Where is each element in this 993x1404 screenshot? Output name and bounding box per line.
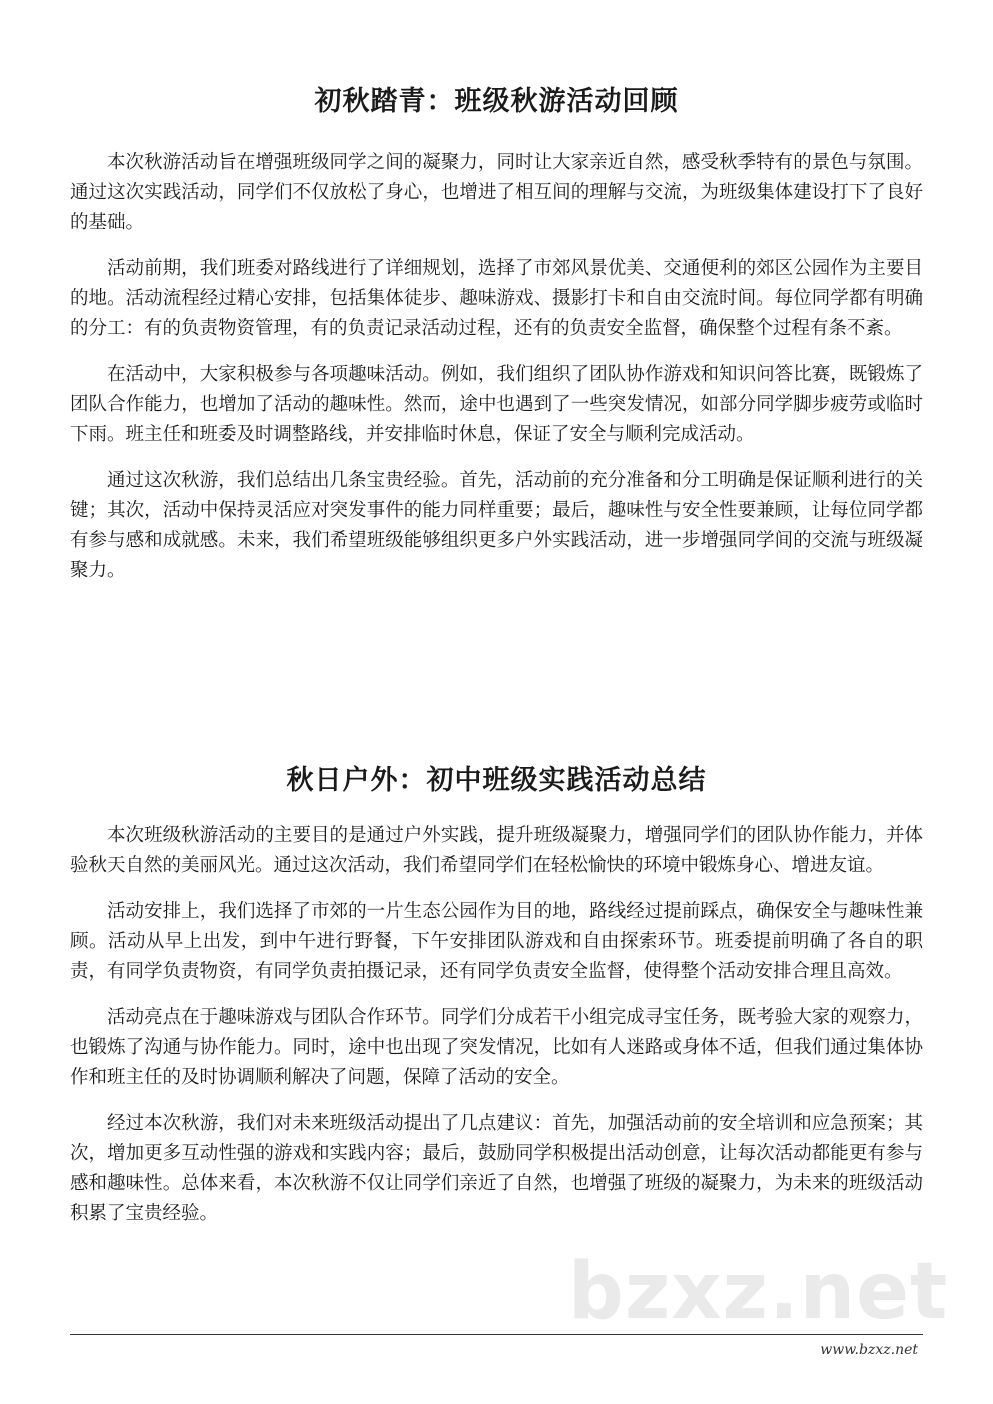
article-paragraph: 活动亮点在于趣味游戏与团队合作环节。同学们分成若干小组完成寻宝任务，既考验大家的观察力，也锻炼了沟通与协作能力。同时，途中也出现了突发情况，比如有人迷路或身体不适，但我们通过集体协作和班主任的及时协调顺利解决了问题，保障了活动的安全。 xyxy=(70,1007,923,1088)
article-outdoor-practice-summary xyxy=(70,757,923,1245)
article-paragraph: 经过本次秋游，我们对未来班级活动提出了几点建议：首先，加强活动前的安全培训和应急预案；其次，增加更多互动性强的游戏和实践内容；最后，鼓励同学积极提出活动创意，让每次活动都能更有参与感和趣味性。总体来看，本次秋游不仅让同学们亲近了自然，也增强了班级的凝聚力，为未来的班级活动积累了宝贵经验。 xyxy=(70,1113,923,1224)
footer-divider xyxy=(70,1334,923,1335)
article-paragraph: 在活动中，大家积极参与各项趣味活动。例如，我们组织了团队协作游戏和知识问答比赛，既锻炼了团队合作能力，也增加了活动的趣味性。然而，途中也遇到了一些突发情况，如部分同学脚步疲劳或临时下雨。班主任和班委及时调整路线，并安排临时休息，保证了安全与顺利完成活动。 xyxy=(70,364,923,445)
article-title: 初秋踏青：班级秋游活动回顾 xyxy=(314,86,679,117)
article-autumn-outing-review xyxy=(70,78,923,602)
article-title: 秋日户外：初中班级实践活动总结 xyxy=(286,765,707,796)
watermark: bzxz.net xyxy=(568,1247,949,1337)
article-paragraph: 本次班级秋游活动的主要目的是通过户外实践，提升班级凝聚力，增强同学们的团队协作能力，并体验秋天自然的美丽风光。通过这次活动，我们希望同学们在轻松愉快的环境中锻炼身心、增进友谊。 xyxy=(70,825,923,876)
article-paragraph: 通过这次秋游，我们总结出几条宝贵经验。首先，活动前的充分准备和分工明确是保证顺利进行的关键；其次，活动中保持灵活应对突发事件的能力同样重要；最后，趣味性与安全性要兼顾，让每位同学都有参与感和成就感。未来，我们希望班级能够组织更多户外实践活动，进一步增强同学间的交流与班级凝聚力。 xyxy=(70,470,923,581)
footer-url: www.bzxz.net xyxy=(820,1342,918,1358)
article-paragraph: 本次秋游活动旨在增强班级同学之间的凝聚力，同时让大家亲近自然，感受秋季特有的景色与氛围。通过这次实践活动，同学们不仅放松了身心，也增进了相互间的理解与交流，为班级集体建设打下了良好的基础。 xyxy=(70,152,923,233)
article-paragraph: 活动前期，我们班委对路线进行了详细规划，选择了市郊风景优美、交通便利的郊区公园作为主要目的地。活动流程经过精心安排，包括集体徒步、趣味游戏、摄影打卡和自由交流时间。每位同学都有明确的分工：有的负责物资管理，有的负责记录活动过程，还有的负责安全监督，确保整个过程有条不紊。 xyxy=(70,258,923,339)
article-paragraph: 活动安排上，我们选择了市郊的一片生态公园作为目的地，路线经过提前踩点，确保安全与趣味性兼顾。活动从早上出发，到中午进行野餐，下午安排团队游戏和自由探索环节。班委提前明确了各自的职责，有同学负责物资，有同学负责拍摄记录，还有同学负责安全监督，使得整个活动安排合理且高效。 xyxy=(70,901,923,982)
